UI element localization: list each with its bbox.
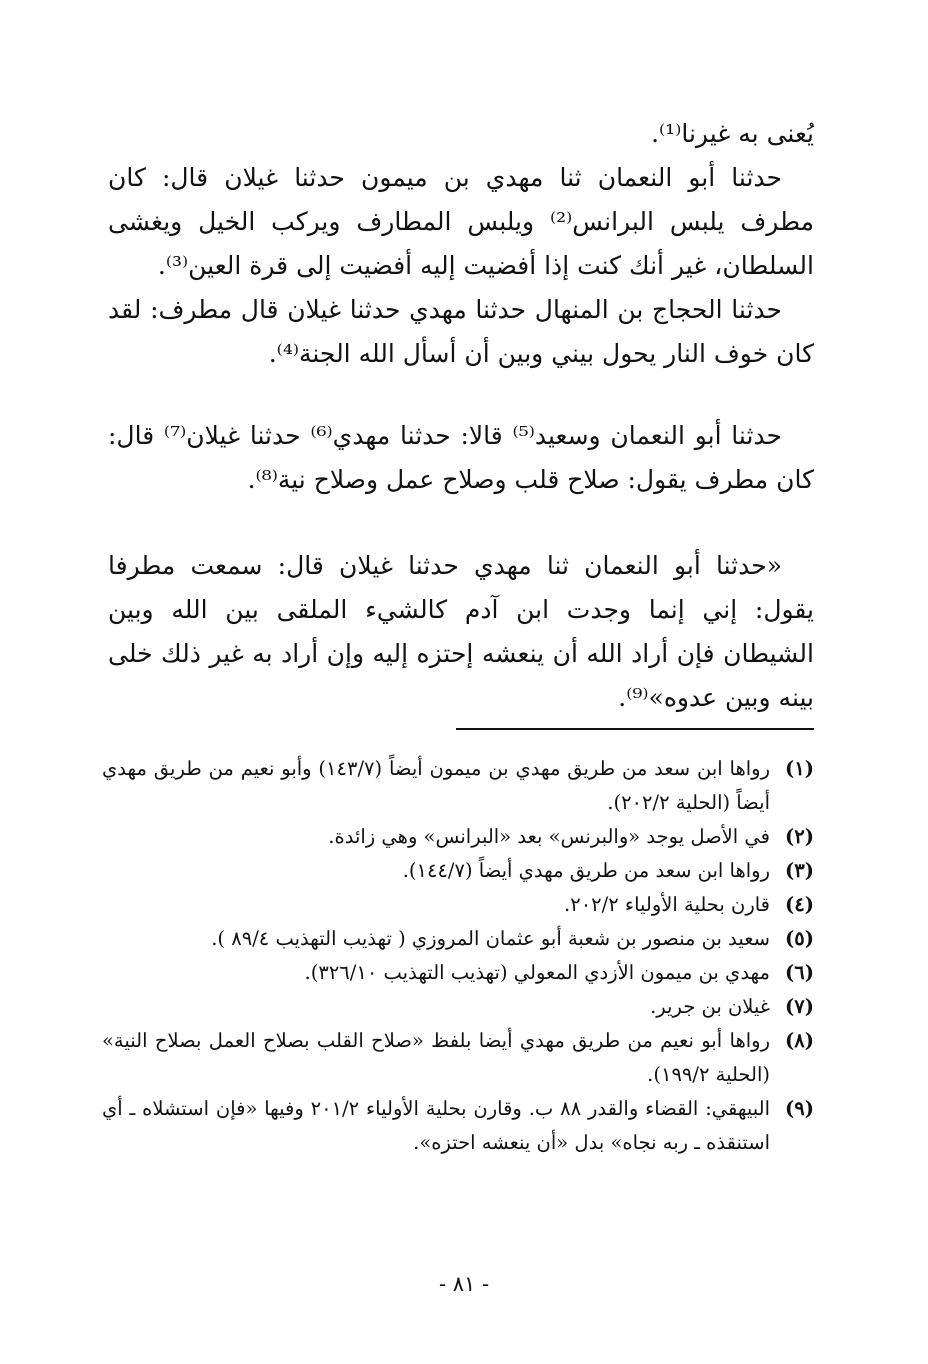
footnote-number: (٤) [785, 893, 814, 916]
footnote-text: البيهقي: القضاء والقدر ٨٨ ب. وقارن بحلية الأولياء ٢٠١/٢ وفيها «فإن استشلاه ـ أي استنقذه ـ ربه نجاه» بدل «أن ينعشه احتزه». [102, 1097, 771, 1154]
footnote [102, 752, 814, 820]
paragraph-continuation: يُعنى به غيرنا⁽¹⁾. [651, 119, 814, 148]
footnote-number: (٩) [785, 1097, 814, 1120]
paragraph-narration-1: حدثنا أبو النعمان ثنا مهدي بن ميمون حدثنا غيلان قال: كان مطرف يلبس البرانس⁽²⁾ ويلبس المطارف ويركب الخيل ويغشى السلطان، غير أنك كنت إذا أفضيت إليه أفضيت إلى قرة العين⁽³⁾. [108, 163, 814, 280]
footnote-text: في الأصل يوجد «والبرنس» بعد «البرانس» وهي زائدة. [328, 825, 770, 848]
paragraph-narration-2: حدثنا الحجاج بن المنهال حدثنا مهدي حدثنا غيلان قال مطرف: لقد كان خوف النار يحول بيني وبين أن أسأل الله الجنة⁽⁴⁾. [108, 295, 814, 368]
paragraph-narration-4: «حدثنا أبو النعمان ثنا مهدي حدثنا غيلان قال: سمعت مطرفا يقول: إني إنما وجدت ابن آدم كالشيء الملقى بين الله وبين الشيطان فإن أراد الله أن ينعشه إحتزه إليه وإن أراد به غير ذلك خلى بينه وبين عدوه»⁽⁹⁾. [108, 551, 814, 712]
footnote-text: رواها أبو نعيم من طريق مهدي أيضا بلفظ «صلاح القلب بصلاح العمل بصلاح النية» (الحلية ١٩٩/٢). [102, 1029, 770, 1086]
footnote-number: (٥) [785, 927, 814, 950]
footnote-number: (٦) [785, 961, 814, 984]
footnote-text: قارن بحلية الأولياء ٢٠٢/٢. [564, 893, 770, 916]
footnote [102, 888, 814, 922]
page-number: - ٨١ - [438, 1272, 490, 1296]
main-text [108, 112, 814, 720]
footnotes [102, 752, 814, 1160]
footnote-number: (٢) [785, 825, 814, 848]
footnote [102, 854, 814, 888]
footnote [102, 1092, 814, 1160]
footnote-number: (٨) [785, 1029, 814, 1052]
paragraph-narration-3: حدثنا أبو النعمان وسعيد⁽⁵⁾ قالا: حدثنا مهدي⁽⁶⁾ حدثنا غيلان⁽⁷⁾ قال: كان مطرف يقول: صلاح قلب وصلاح عمل وصلاح نية⁽⁸⁾. [108, 421, 814, 494]
paragraph-gap [108, 502, 814, 544]
footnote [102, 820, 814, 854]
footnote-number: (٣) [785, 859, 814, 882]
footnote-number: (١) [785, 757, 814, 780]
footnote [102, 990, 814, 1024]
footnote-number: (٧) [785, 995, 814, 1018]
footnote-text: رواها ابن سعد من طريق مهدي أيضاً (١٤٤/٧). [402, 859, 770, 882]
footnote-text: سعيد بن منصور بن شعبة أبو عثمان المروزي ( تهذيب التهذيب ٨٩/٤ ). [211, 927, 770, 950]
footnote-separator [456, 728, 814, 730]
paragraph-gap [108, 376, 814, 414]
footnote [102, 922, 814, 956]
footnote [102, 956, 814, 990]
footnote-text: غيلان بن جرير. [650, 995, 770, 1018]
footnote [102, 1024, 814, 1092]
footnote-text: مهدي بن ميمون الأزدي المعولي (تهذيب التهذيب ٣٢٦/١٠). [304, 961, 770, 984]
footnote-text: رواها ابن سعد من طريق مهدي بن ميمون أيضاً (١٤٣/٧) وأبو نعيم من طريق مهدي أيضاً (الحلية ٢٠٢/٢). [102, 757, 770, 814]
